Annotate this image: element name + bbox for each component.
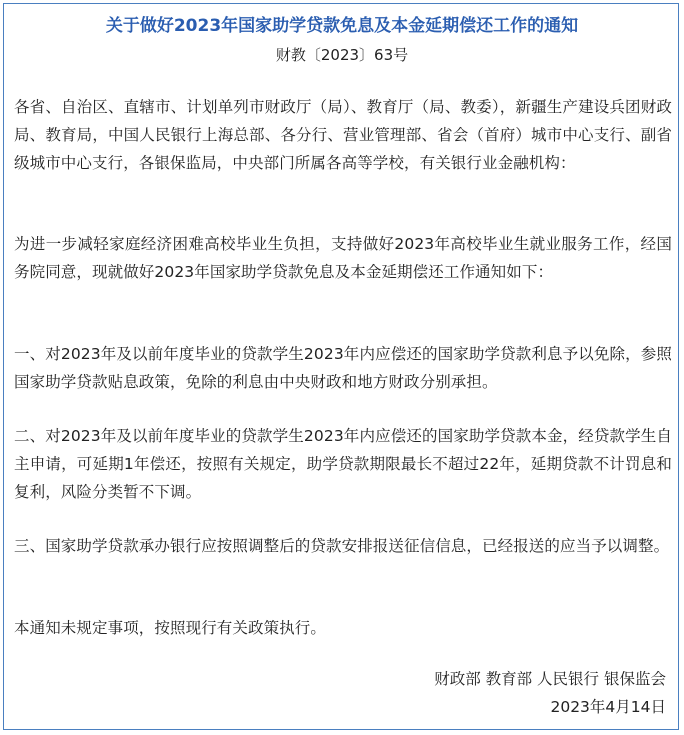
document-number: 财教〔2023〕63号 (275, 46, 409, 64)
item-1-paragraph: 一、对2023年及以前年度毕业的贷款学生2023年内应偿还的国家助学贷款利息予以免除，参照国家助学贷款贴息政策，免除的利息由中央财政和地方财政分别承担。 (14, 345, 672, 391)
intro-paragraph: 为进一步减轻家庭经济困难高校毕业生负担，支持做好2023年高校毕业生就业服务工作，经国务院同意，现就做好2023年国家助学贷款免息及本金延期偿还工作通知如下： (14, 235, 672, 281)
issue-date: 2023年4月14日 (550, 698, 666, 716)
document-title: 关于做好2023年国家助学贷款免息及本金延期偿还工作的通知 (105, 16, 579, 36)
issuing-agencies: 财政部 教育部 人民银行 银保监会 (434, 670, 666, 688)
addressee-paragraph: 各省、自治区、直辖市、计划单列市财政厅（局）、教育厅（局、教委），新疆生产建设兵团财政局、教育局，中国人民银行上海总部、各分行、营业管理部、省会（首府）城市中心支行、副省级城市中心支行，各银保监局，中央部门所属各高等学校，有关银行业金融机构： (14, 98, 672, 172)
closing-paragraph: 本通知未规定事项，按照现行有关政策执行。 (14, 619, 327, 637)
item-3-paragraph: 三、国家助学贷款承办银行应按照调整后的贷款安排报送征信信息，已经报送的应当予以调整。 (14, 537, 670, 555)
item-2-paragraph: 二、对2023年及以前年度毕业的贷款学生2023年内应偿还的国家助学贷款本金，经贷款学生自主申请，可延期1年偿还，按照有关规定，助学贷款期限最长不超过22年，延期贷款不计罚息和复利，风险分类暂不下调。 (14, 427, 672, 501)
